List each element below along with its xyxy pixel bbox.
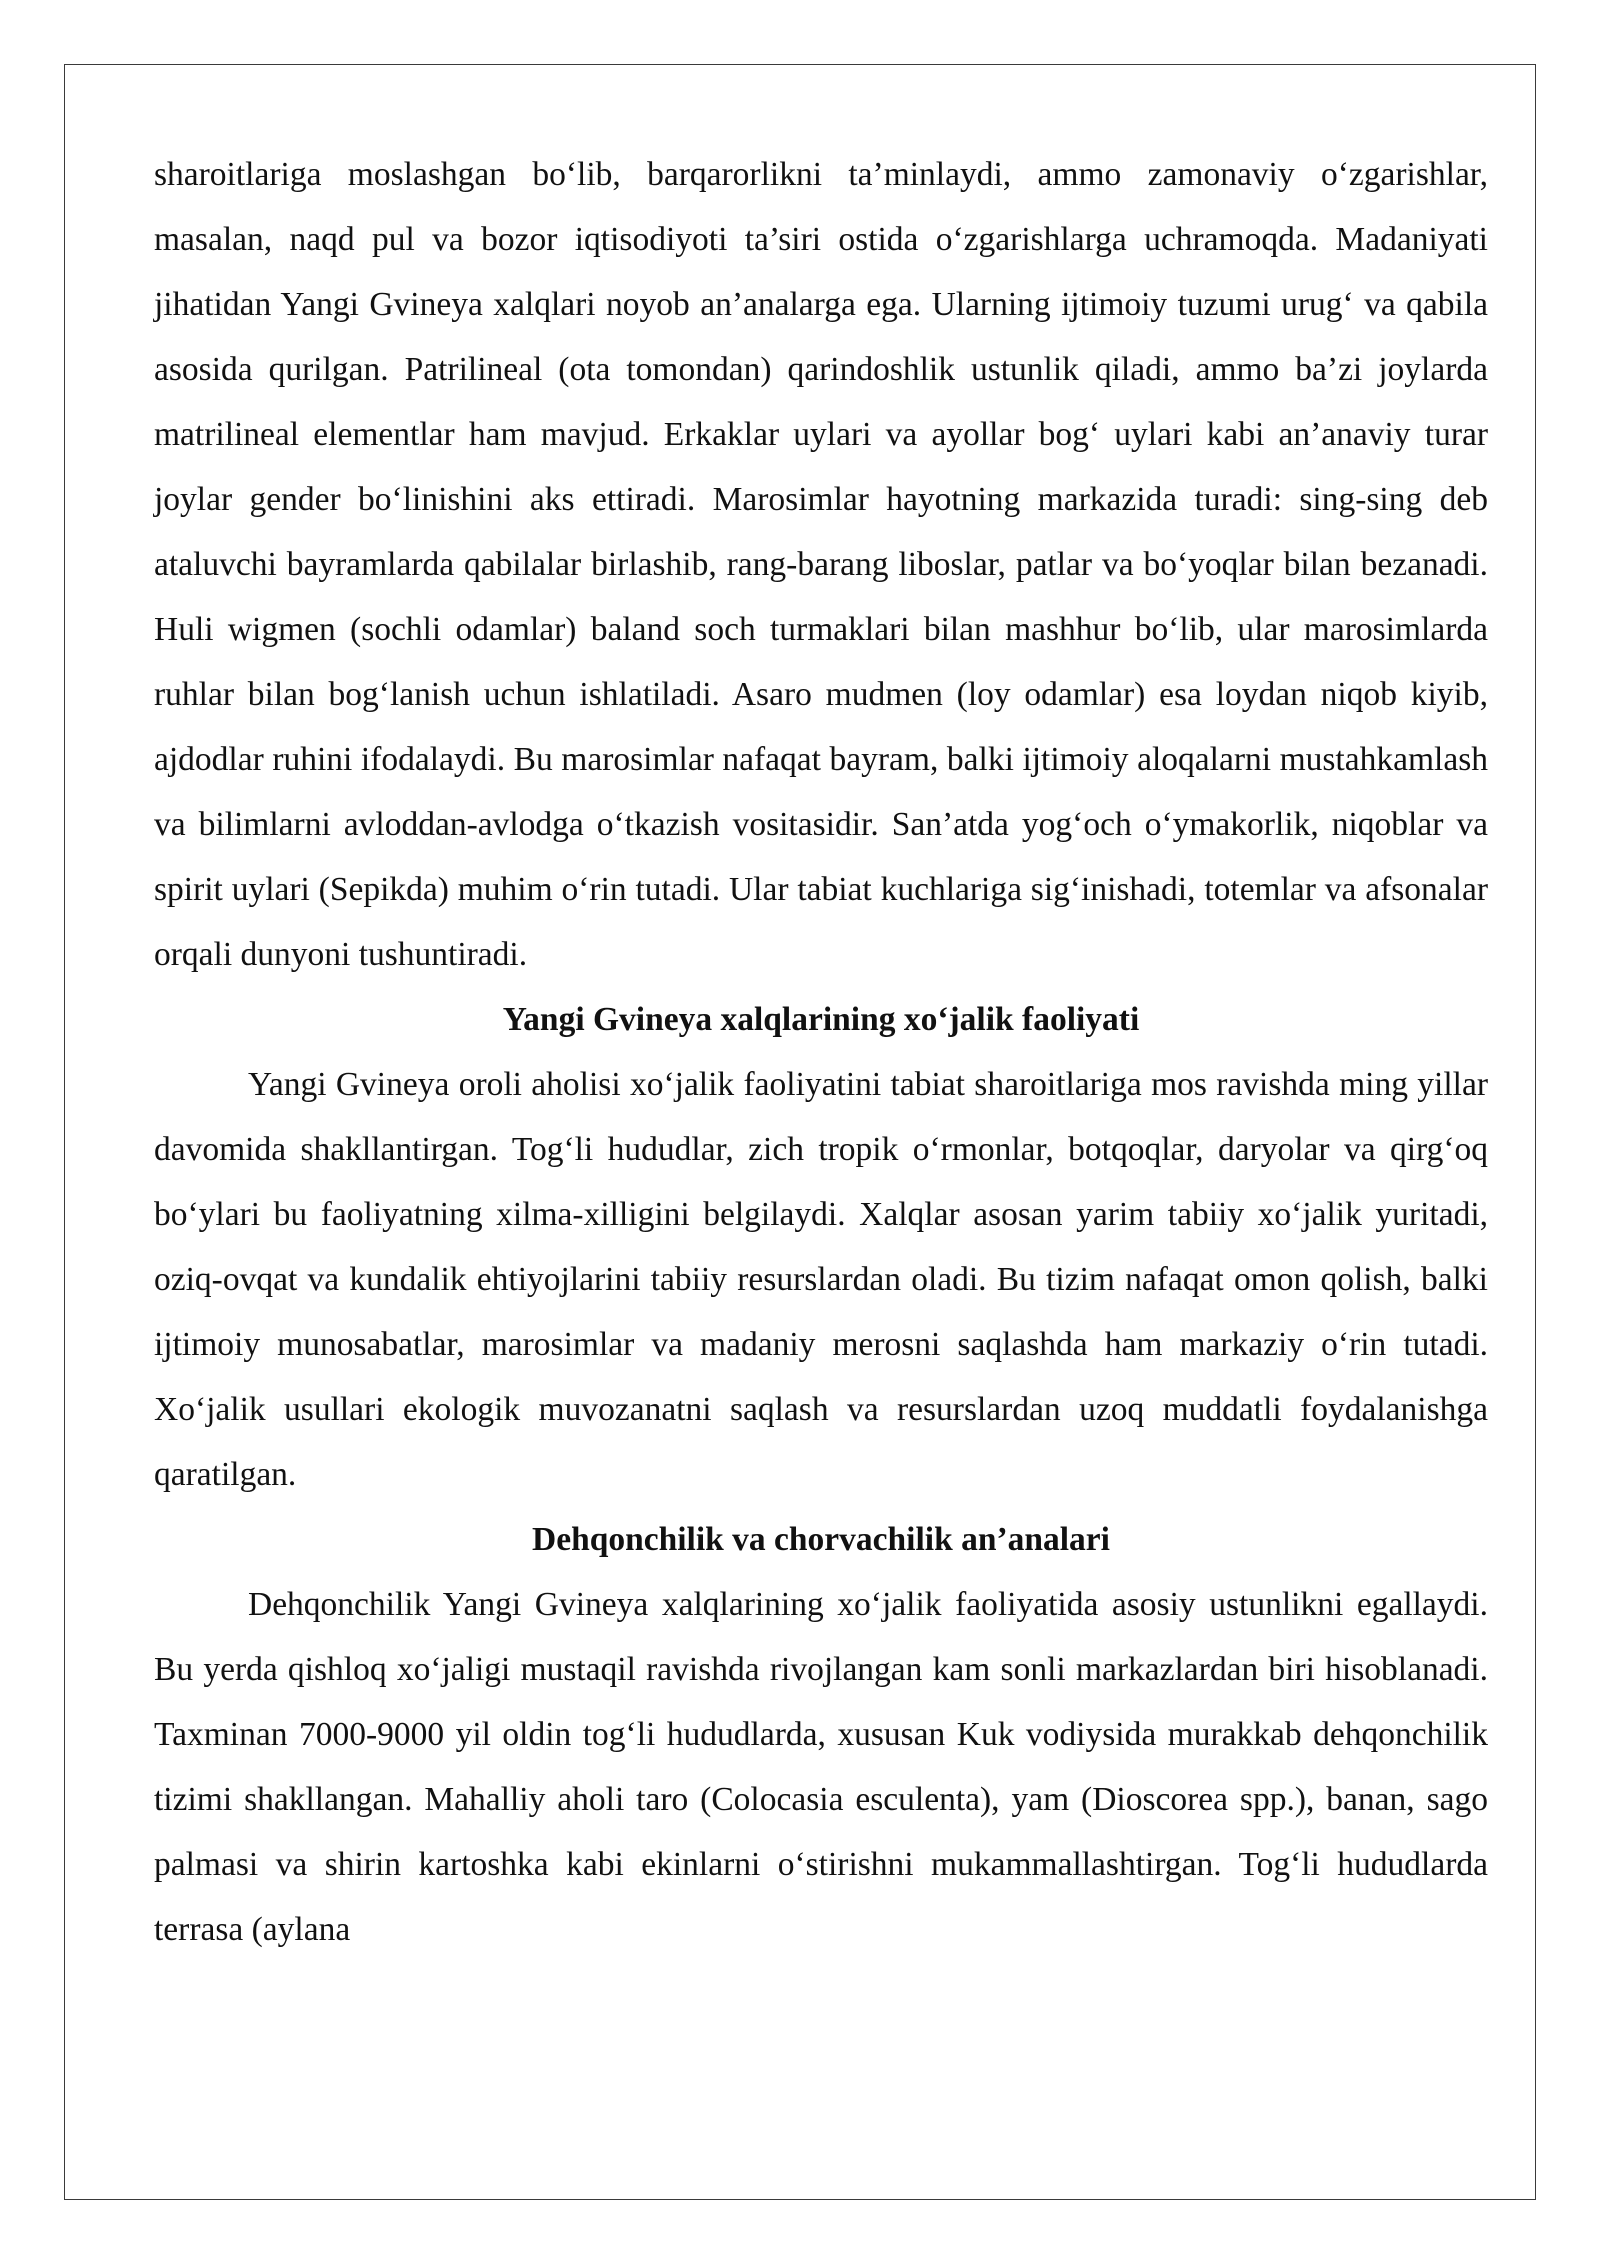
section-heading-farming-traditions: Dehqonchilik va chorvachilik an’analari xyxy=(532,1521,1110,1558)
paragraph-economic-activity: Yangi Gvineya oroli aholisi xo‘jalik faoliyatini tabiat sharoitlariga mos ravishda ming yillar davomida shakllantirgan. Tog‘li hududlar, zich tropik o‘rmonlar, botqoqlar, daryolar va qirg‘oq bo‘ylari bu faoliyatning xilma-xilligini belgilaydi. Xalqlar asosan yarim tabiiy xo‘jalik yuritadi, oziq-ovqat va kundalik ehtiyojlarini tabiiy resurslardan oladi. Bu tizim nafaqat omon qolish, balki ijtimoiy munosabatlar, marosimlar va madaniy merosni saqlashda ham markaziy o‘rin tutadi. Xo‘jalik usullari ekologik muvozanatni saqlash va resurslardan uzoq muddatli foydalanishga qaratilgan. xyxy=(154,1066,1488,1493)
section-heading-economic-activity: Yangi Gvineya xalqlarining xo‘jalik faoliyati xyxy=(502,1001,1140,1038)
paragraph-farming-traditions: Dehqonchilik Yangi Gvineya xalqlarining xo‘jalik faoliyatida asosiy ustunlikni egallaydi. Bu yerda qishloq xo‘jaligi mustaqil ravishda rivojlangan kam sonli markazlardan biri hisoblanadi. Taxminan 7000-9000 yil oldin tog‘li hududlarda, xususan Kuk vodiysida murakkab dehqonchilik tizimi shakllangan. Mahalliy aholi taro (Colocasia esculenta), yam (Dioscorea spp.), banan, sago palmasi va shirin kartoshka kabi ekinlarni o‘stirishni mukammallashtirgan. Tog‘li hududlarda terrasa (aylana xyxy=(154,1586,1488,1948)
paragraph-continued: sharoitlariga moslashgan bo‘lib, barqarorlikni ta’minlaydi, ammo zamonaviy o‘zgarishlar, masalan, naqd pul va bozor iqtisodiyoti ta’siri ostida o‘zgarishlarga uchramoqda. Madaniyati jihatidan Yangi Gvineya xalqlari noyob an’analarga ega. Ularning ijtimoiy tuzumi urug‘ va qabila asosida qurilgan. Patrilineal (ota tomondan) qarindoshlik ustunlik qiladi, ammo ba’zi joylarda matrilineal elementlar ham mavjud. Erkaklar uylari va ayollar bog‘ uylari kabi an’anaviy turar joylar gender bo‘linishini aks ettiradi. Marosimlar hayotning markazida turadi: sing-sing deb ataluvchi bayramlarda qabilalar birlashib, rang-barang liboslar, patlar va bo‘yoqlar bilan bezanadi. Huli wigmen (sochli odamlar) baland soch turmaklari bilan mashhur bo‘lib, ular marosimlarda ruhlar bilan bog‘lanish uchun ishlatiladi. Asaro mudmen (loy odamlar) esa loydan niqob kiyib, ajdodlar ruhini ifodalaydi. Bu marosimlar nafaqat bayram, balki ijtimoiy aloqalarni mustahkamlash va bilimlarni avloddan-avlodga o‘tkazish vositasidir. San’atda yog‘och o‘ymakorlik, niqoblar va spirit uylari (Sepikda) muhim o‘rin tutadi. Ular tabiat kuchlariga sig‘inishadi, totemlar va afsonalar orqali dunyoni tushuntiradi. xyxy=(154,156,1488,973)
document-body xyxy=(154,142,1488,1962)
